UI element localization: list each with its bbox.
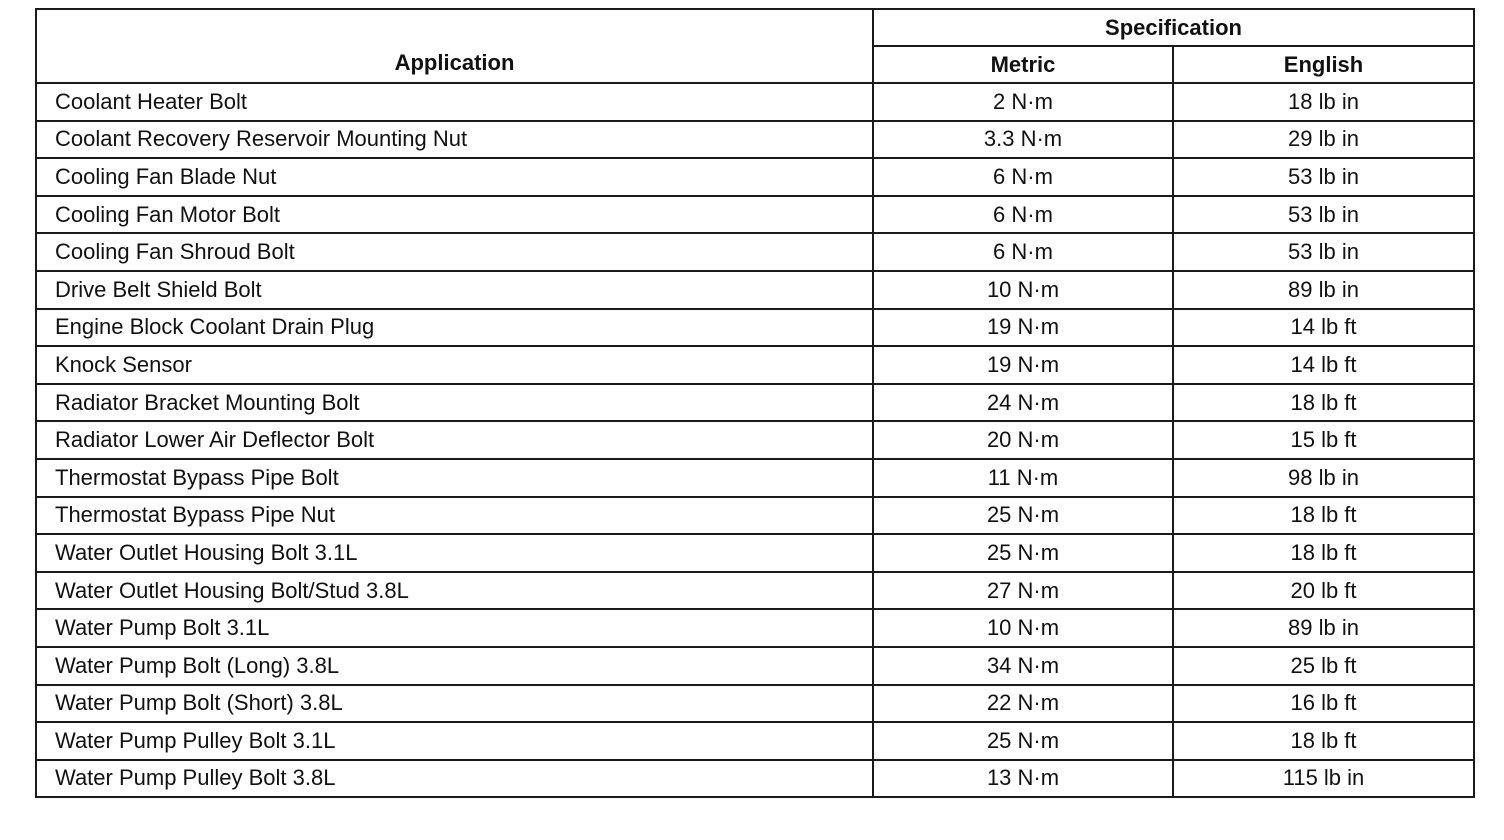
- english-cell: 18 lb ft: [1173, 497, 1474, 535]
- table-body: [36, 83, 1474, 797]
- application-cell: Engine Block Coolant Drain Plug: [36, 309, 873, 347]
- english-cell: 89 lb in: [1173, 609, 1474, 647]
- application-cell: Coolant Heater Bolt: [36, 83, 873, 121]
- english-cell: 14 lb ft: [1173, 346, 1474, 384]
- application-cell: Water Pump Pulley Bolt 3.1L: [36, 722, 873, 760]
- application-cell: Knock Sensor: [36, 346, 873, 384]
- metric-cell: 13 N·m: [873, 760, 1173, 798]
- english-cell: 115 lb in: [1173, 760, 1474, 798]
- english-cell: 25 lb ft: [1173, 647, 1474, 685]
- header-row-top: [36, 9, 1474, 46]
- english-cell: 16 lb ft: [1173, 685, 1474, 723]
- application-cell: Radiator Bracket Mounting Bolt: [36, 384, 873, 422]
- metric-cell: 11 N·m: [873, 459, 1173, 497]
- table-row: [36, 685, 1474, 723]
- table-row: [36, 647, 1474, 685]
- application-cell: Water Pump Bolt (Long) 3.8L: [36, 647, 873, 685]
- table-row: [36, 760, 1474, 798]
- metric-cell: 22 N·m: [873, 685, 1173, 723]
- english-cell: 18 lb ft: [1173, 534, 1474, 572]
- english-cell: 14 lb ft: [1173, 309, 1474, 347]
- application-cell: Cooling Fan Motor Bolt: [36, 196, 873, 234]
- application-cell: Thermostat Bypass Pipe Nut: [36, 497, 873, 535]
- application-cell: Cooling Fan Blade Nut: [36, 158, 873, 196]
- metric-cell: 19 N·m: [873, 309, 1173, 347]
- english-cell: 15 lb ft: [1173, 421, 1474, 459]
- metric-cell: 6 N·m: [873, 158, 1173, 196]
- metric-cell: 2 N·m: [873, 83, 1173, 121]
- application-cell: Radiator Lower Air Deflector Bolt: [36, 421, 873, 459]
- application-cell: Water Outlet Housing Bolt/Stud 3.8L: [36, 572, 873, 610]
- table-row: [36, 572, 1474, 610]
- table-row: [36, 271, 1474, 309]
- table-row: [36, 497, 1474, 535]
- metric-header: Metric: [873, 46, 1173, 83]
- table-row: [36, 83, 1474, 121]
- table-row: [36, 309, 1474, 347]
- application-cell: Cooling Fan Shroud Bolt: [36, 233, 873, 271]
- application-header: Application: [36, 9, 873, 83]
- metric-cell: 25 N·m: [873, 534, 1173, 572]
- metric-cell: 27 N·m: [873, 572, 1173, 610]
- table-row: [36, 421, 1474, 459]
- metric-cell: 25 N·m: [873, 722, 1173, 760]
- english-cell: 89 lb in: [1173, 271, 1474, 309]
- application-cell: Coolant Recovery Reservoir Mounting Nut: [36, 121, 873, 159]
- table-row: [36, 158, 1474, 196]
- table-header: [36, 9, 1474, 83]
- application-cell: Drive Belt Shield Bolt: [36, 271, 873, 309]
- english-cell: 20 lb ft: [1173, 572, 1474, 610]
- table-row: [36, 722, 1474, 760]
- application-cell: Water Pump Bolt (Short) 3.8L: [36, 685, 873, 723]
- metric-cell: 6 N·m: [873, 196, 1173, 234]
- metric-cell: 6 N·m: [873, 233, 1173, 271]
- table-row: [36, 459, 1474, 497]
- metric-cell: 10 N·m: [873, 271, 1173, 309]
- english-cell: 53 lb in: [1173, 233, 1474, 271]
- english-cell: 18 lb in: [1173, 83, 1474, 121]
- table-row: [36, 233, 1474, 271]
- table-row: [36, 196, 1474, 234]
- table-row: [36, 121, 1474, 159]
- metric-cell: 10 N·m: [873, 609, 1173, 647]
- metric-cell: 19 N·m: [873, 346, 1173, 384]
- table-row: [36, 534, 1474, 572]
- application-cell: Water Pump Bolt 3.1L: [36, 609, 873, 647]
- english-cell: 98 lb in: [1173, 459, 1474, 497]
- english-cell: 18 lb ft: [1173, 722, 1474, 760]
- fastener-spec-table: [35, 8, 1475, 798]
- metric-cell: 24 N·m: [873, 384, 1173, 422]
- metric-cell: 20 N·m: [873, 421, 1173, 459]
- english-cell: 53 lb in: [1173, 196, 1474, 234]
- metric-cell: 34 N·m: [873, 647, 1173, 685]
- table-row: [36, 609, 1474, 647]
- application-cell: Thermostat Bypass Pipe Bolt: [36, 459, 873, 497]
- english-cell: 18 lb ft: [1173, 384, 1474, 422]
- english-cell: 29 lb in: [1173, 121, 1474, 159]
- table-row: [36, 384, 1474, 422]
- english-header: English: [1173, 46, 1474, 83]
- metric-cell: 3.3 N·m: [873, 121, 1173, 159]
- specification-header: Specification: [873, 9, 1474, 46]
- metric-cell: 25 N·m: [873, 497, 1173, 535]
- application-cell: Water Pump Pulley Bolt 3.8L: [36, 760, 873, 798]
- table-row: [36, 346, 1474, 384]
- english-cell: 53 lb in: [1173, 158, 1474, 196]
- application-cell: Water Outlet Housing Bolt 3.1L: [36, 534, 873, 572]
